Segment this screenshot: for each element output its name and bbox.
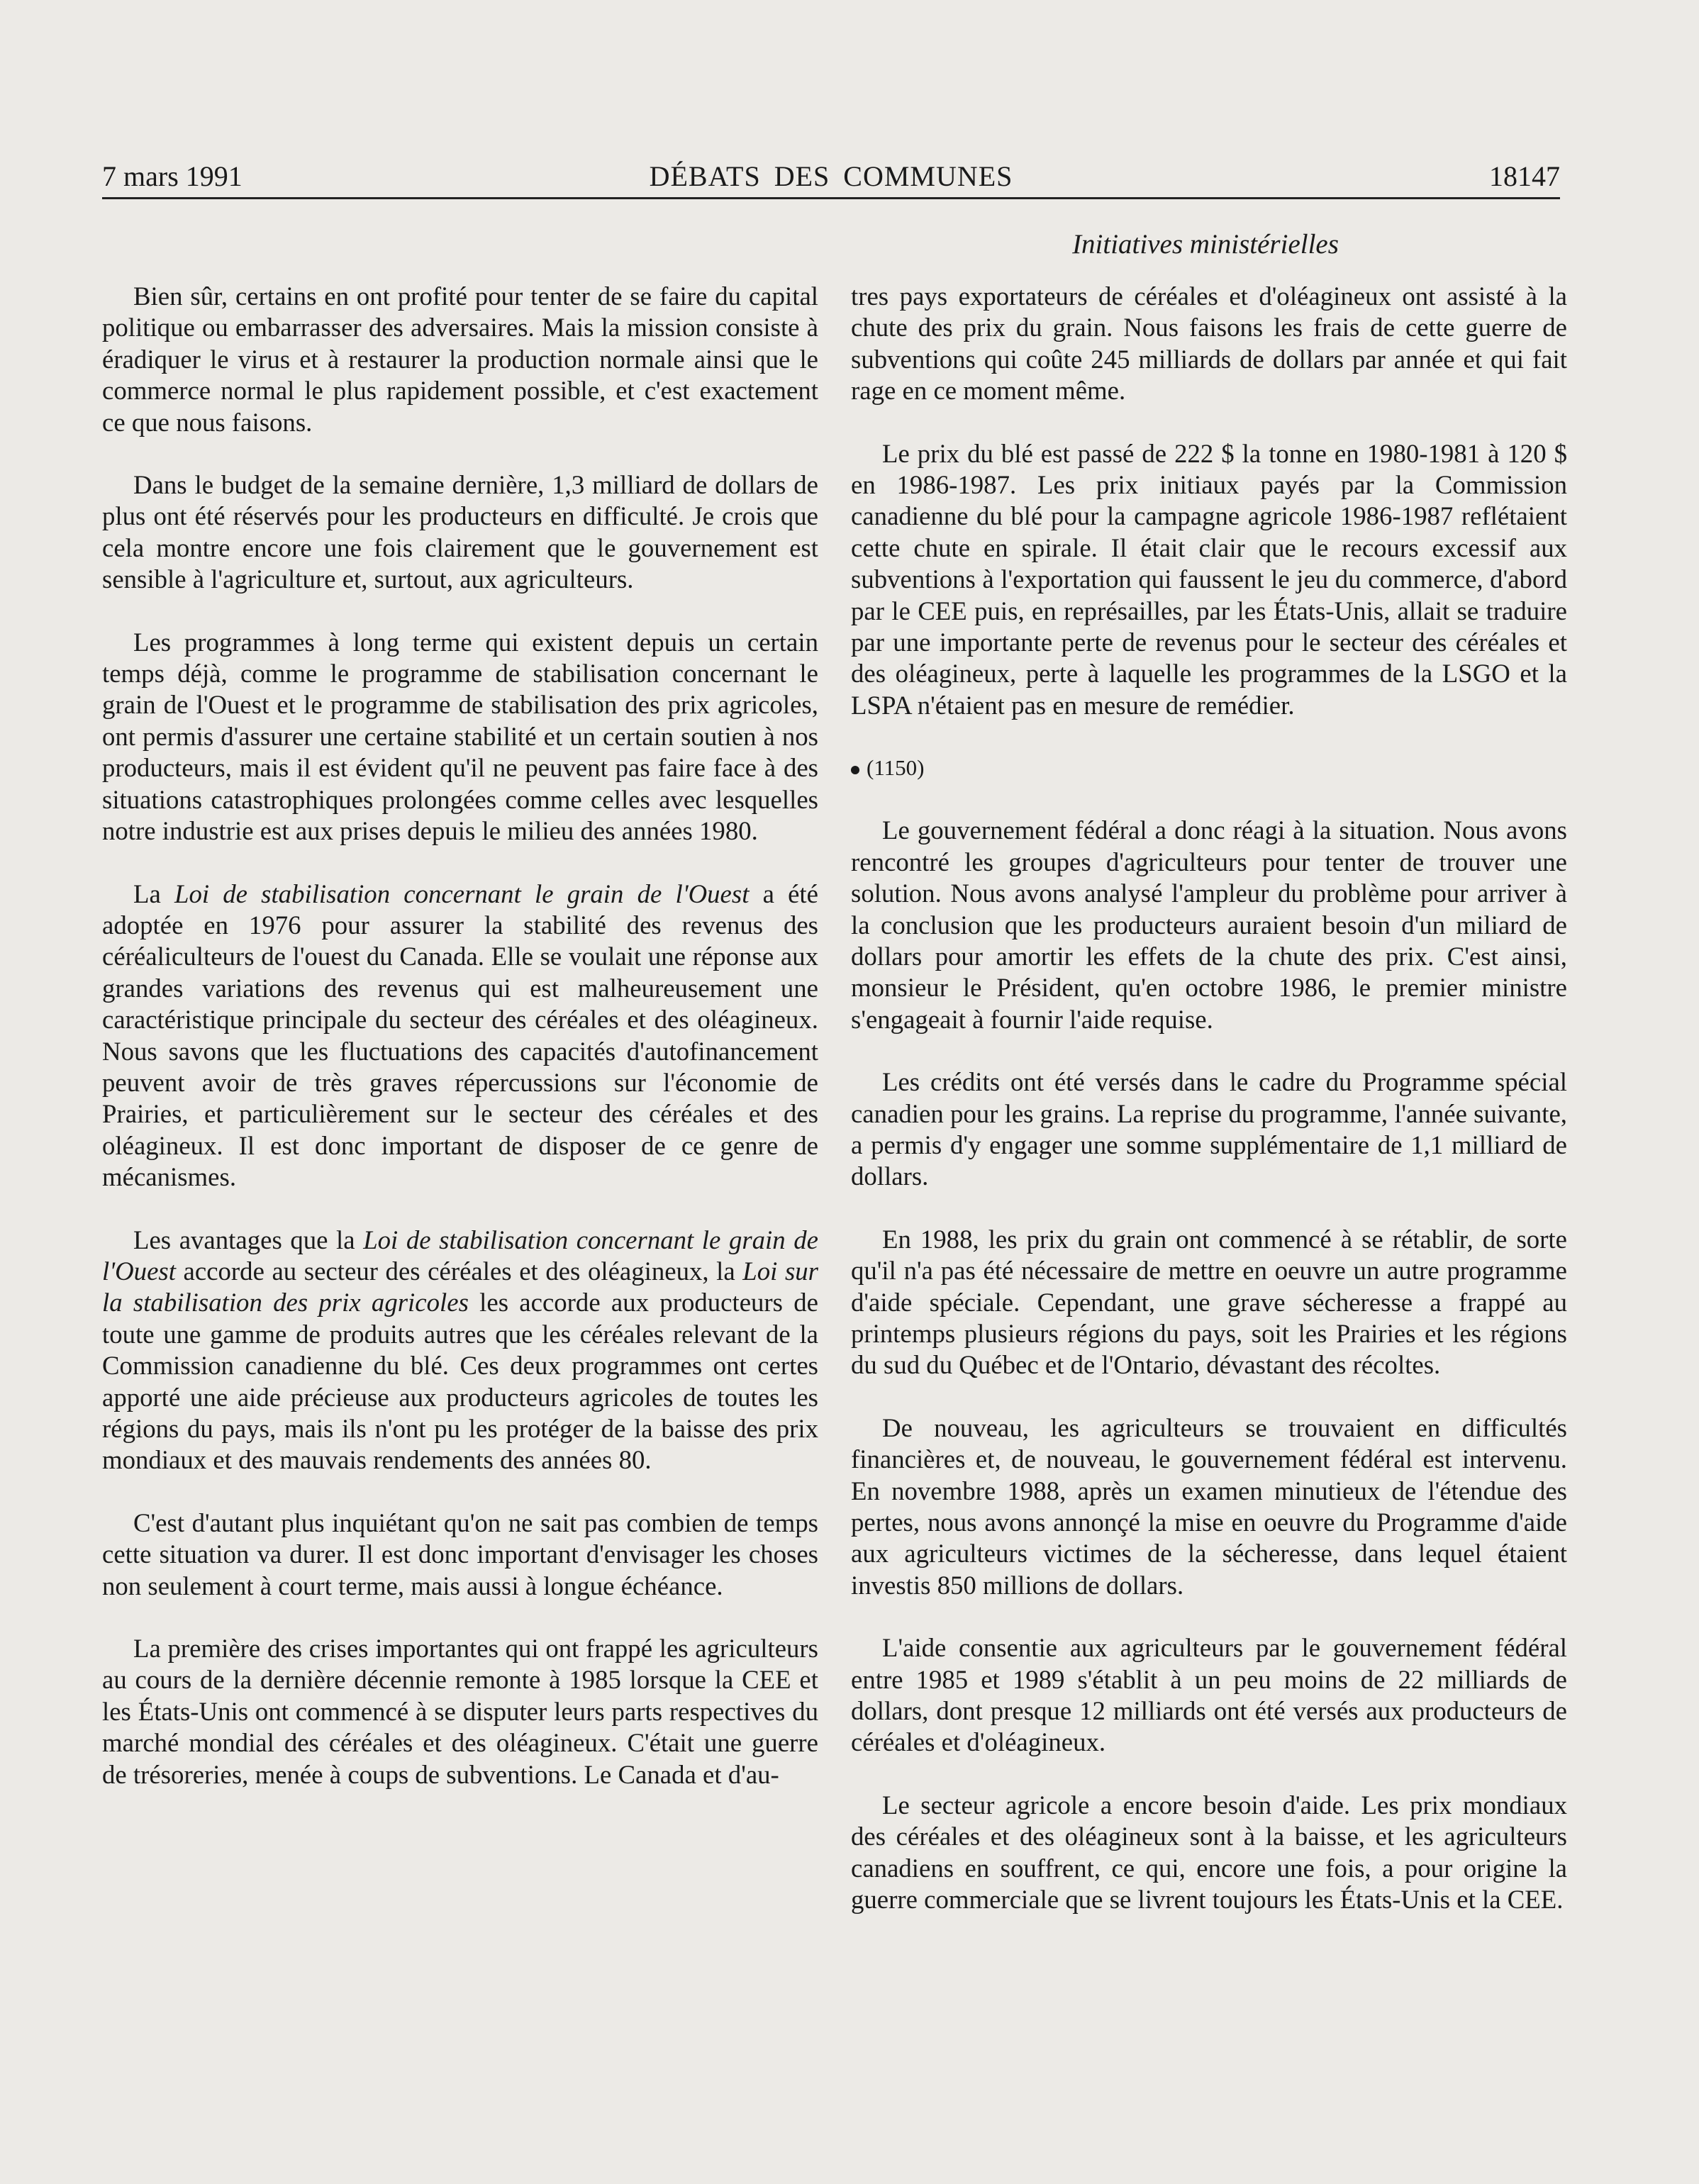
timestamp-text: (1150) bbox=[867, 755, 925, 781]
paragraph-text: Les avantages que la bbox=[133, 1225, 364, 1254]
paragraph: Le secteur agricole a encore besoin d'aide. Les prix mondiaux des céréales et des oléagineux sont à la baisse, et les agriculteurs canadiens en souffrent, ce qui, encore une fois, a pour origine la guerre commerciale que se livrent toujours les États-Unis et la CEE. bbox=[851, 1790, 1567, 1915]
paragraph: Dans le budget de la semaine dernière, 1,3 milliard de dollars de plus ont été réservés pour les producteurs en difficulté. Je crois que cela montre encore une fois clairement que le gouvernement est sensible à l'agriculture et, surtout, aux agriculteurs. bbox=[102, 470, 818, 594]
paragraph-text: La bbox=[133, 879, 174, 908]
paragraph: Le gouvernement fédéral a donc réagi à la situation. Nous avons rencontré les groupes d'agriculteurs pour tenter de trouver une solution. Nous avons analysé l'ampleur du problème pour arriver à la conclusion que les producteurs auraient besoin d'un miliard de dollars pour amortir les effets de la chute des prix. C'est ainsi, monsieur le Président, qu'en octobre 1986, le premier ministre s'engageait à fournir l'aide requise. bbox=[851, 815, 1567, 1034]
header-title: DÉBATS DES COMMUNES bbox=[649, 160, 1013, 192]
paragraph-text: accorde au secteur des céréales et des oléagineux, la bbox=[175, 1256, 743, 1286]
paragraph-continued: tres pays exportateurs de céréales et d'oléagineux ont assisté à la chute des prix du grain. Nous faisons les frais de cette guerre de subventions qui coûte 245 milliards de dollars par année et qui fait rage en ce moment même. bbox=[851, 282, 1567, 406]
paragraph: Le prix du blé est passé de 222 $ la tonne en 1980-1981 à 120 $ en 1986-1987. Les prix initiaux payés par la Commission canadienne du blé pour la campagne agricole 1986-1987 reflétaient cette chute en spirale. Il était clair que le recours excessif aux subventions à l'exportation qui faussent le jeu du commerce, d'abord par le CEE puis, en représailles, par les États-Unis, allait se traduire par une importante perte de revenus pour le secteur des céréales et des oléagineux, perte à laquelle les programmes de la LSGO et la LSPA n'étaient pas en mesure de remédier. bbox=[851, 438, 1567, 720]
law-title-italic: Loi sur la stabilisation des prix agricoles bbox=[102, 1256, 818, 1317]
paragraph bbox=[102, 1225, 818, 1476]
header-date: 7 mars 1991 bbox=[102, 160, 243, 192]
paragraph-text: les accorde aux producteurs de toute une gamme de produits autres que les céréales relevant de la Commission canadienne du blé. Ces deux programmes ont certes apporté une aide précieuse aux producteurs agricoles de toutes les régions du pays, mais ils n'ont pu les protéger de la baisse des prix mondiaux et des mauvais rendements des années 80. bbox=[102, 1288, 818, 1475]
paragraph: La première des crises importantes qui ont frappé les agriculteurs au cours de la dernière décennie remonte à 1985 lorsque la CEE et les États-Unis ont commencé à se disputer leurs parts respectives du marché mondial des céréales et des oléagineux. C'était une guerre de trésoreries, menée à coups de subventions. Le Canada et d'au- bbox=[102, 1634, 818, 1789]
paragraph: C'est d'autant plus inquiétant qu'on ne sait pas combien de temps cette situation va durer. Il est donc important d'envisager les choses non seulement à court terme, mais aussi à longue échéance. bbox=[102, 1508, 818, 1600]
paragraph: En 1988, les prix du grain ont commencé à se rétablir, de sorte qu'il n'a pas été nécessaire de mettre en oeuvre un autre programme d'aide spéciale. Cependant, une grave sécheresse a frappé au printemps plusieurs régions du pays, soit les Prairies et les régions du sud du Québec et de l'Ontario, dévastant des récoltes. bbox=[851, 1224, 1567, 1380]
section-label: Initiatives ministérielles bbox=[1072, 229, 1339, 260]
law-title-italic: Loi de stabilisation concernant le grain de l'Ouest bbox=[102, 1225, 818, 1286]
paragraph: Bien sûr, certains en ont profité pour tenter de se faire du capital politique ou embarrasser des adversaires. Mais la mission consiste à éradiquer le virus et à restaurer la production normale ainsi que le commerce normal le plus rapidement possible, et c'est exactement ce que nous faisons. bbox=[102, 282, 818, 437]
paragraph: De nouveau, les agriculteurs se trouvaient en difficultés financières et, de nouveau, le gouvernement fédéral est intervenu. En novembre 1988, après un examen minutieux de l'étendue des pertes, nous avons annonçé la mise en oeuvre du Programme d'aide aux agriculteurs victimes de la sécheresse, dans lequel étaient investis 850 millions de dollars. bbox=[851, 1413, 1567, 1600]
paragraph: Les programmes à long terme qui existent depuis un certain temps déjà, comme le programme de stabilisation concernant le grain de l'Ouest et le programme de stabilisation des prix agricoles, ont permis d'assurer une certaine stabilité et un certain soutien à nos producteurs, mais il est évident qu'il ne peuvent pas faire face à des situations catastrophiques prolongées comme celles avec lesquelles notre industrie est aux prises depuis le milieu des années 1980. bbox=[102, 627, 818, 846]
paragraph: L'aide consentie aux agriculteurs par le gouvernement fédéral entre 1985 et 1989 s'établit à un peu moins de 22 milliards de dollars, dont presque 12 milliards ont été versés aux producteurs de céréales et d'oléagineux. bbox=[851, 1633, 1567, 1757]
timestamp bbox=[851, 752, 1567, 784]
paragraph-text: a été adoptée en 1976 pour assurer la stabilité des revenus des céréaliculteurs de l'ouest du Canada. Elle se voulait une réponse aux grandes variations des revenus qui est malheureusement une caractéristique principale du secteur des céréales et des oléagineux. Nous savons que les fluctuations des capacités d'autofinancement peuvent avoir de très graves répercussions sur l'économie de Prairies, et particulièrement sur le secteur des céréales et des oléagineux. Il est donc important de disposer de ce genre de mécanismes. bbox=[102, 879, 818, 1192]
paragraph: Les crédits ont été versés dans le cadre du Programme spécial canadien pour les grains. La reprise du programme, l'année suivante, a permis d'y engager une somme supplémentaire de 1,1 milliard de dollars. bbox=[851, 1067, 1567, 1191]
paragraph bbox=[102, 879, 818, 1193]
header-page-number: 18147 bbox=[1489, 160, 1560, 192]
left-column bbox=[102, 281, 818, 1790]
bullet-icon bbox=[851, 766, 859, 774]
right-column bbox=[851, 281, 1567, 1915]
law-title-italic: Loi de stabilisation concernant le grain de l'Ouest bbox=[174, 879, 750, 908]
page-header bbox=[102, 155, 1560, 199]
